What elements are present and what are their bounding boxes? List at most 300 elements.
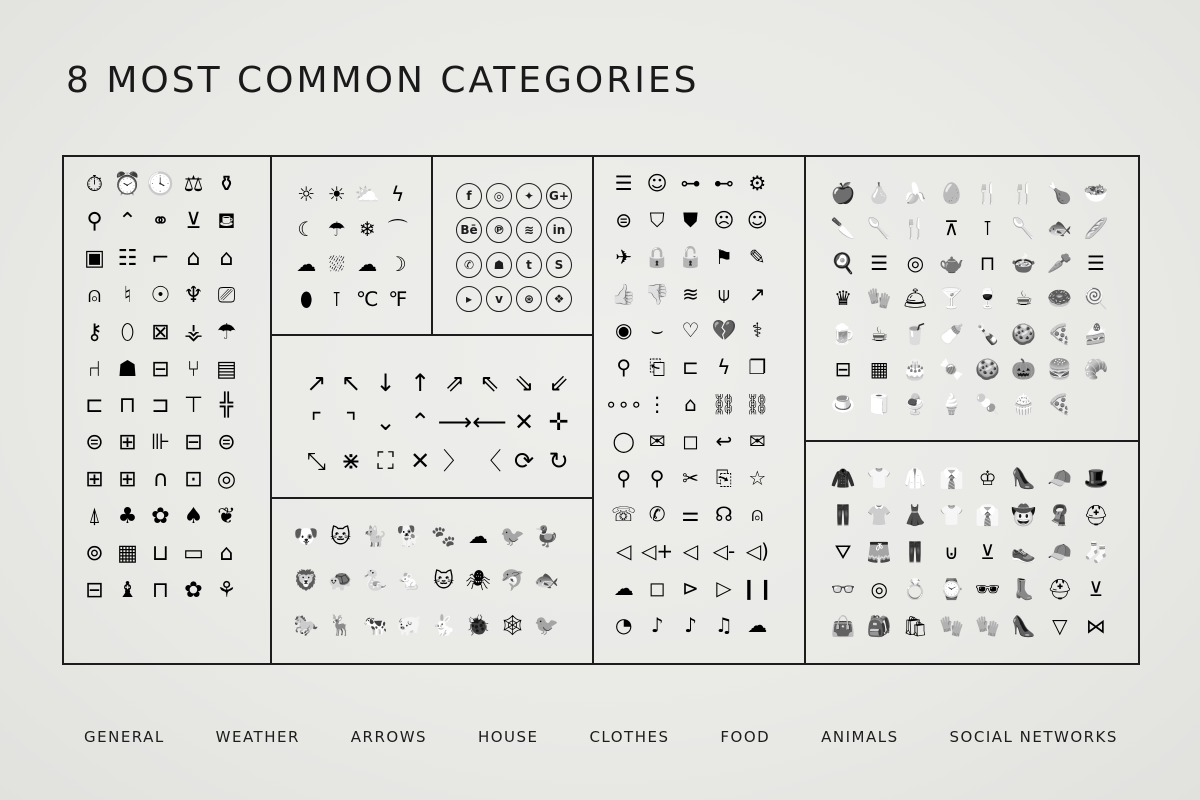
broken-heart-icon: 💔: [711, 318, 737, 343]
ladle-icon: 🥄: [1011, 215, 1037, 240]
bookmark-icon: ⚑: [714, 244, 733, 269]
sock-icon: 🧦: [1083, 539, 1109, 564]
music-note-icon: ♪: [650, 612, 664, 637]
rainbow-icon: ⌒: [387, 217, 408, 242]
google-plus-icon: G+: [546, 183, 572, 209]
eye-closed-icon: ⌣: [650, 318, 664, 343]
hoodie-icon: 🧥: [830, 465, 856, 490]
pizza-icon: 🍕: [1047, 321, 1073, 346]
sunglasses-icon: 🕶: [974, 577, 1001, 602]
celsius-icon: ℃: [356, 286, 379, 311]
arrows-inward-icon: ⋇: [340, 447, 361, 476]
polo-shirt-icon: 👔: [938, 465, 964, 490]
arrow-down-left-bold-icon: ⇙: [548, 368, 569, 397]
arrow-up-left-icon: ↖: [340, 368, 361, 397]
sunrise-icon: ☀: [327, 182, 346, 207]
corner-top-left-icon: ⌜: [310, 407, 322, 436]
bathtub-icon: ⛾: [217, 209, 236, 235]
refresh-icon: ⟳: [514, 447, 535, 476]
eye-icon: ◉: [614, 318, 633, 343]
coat-icon: 🥼: [902, 465, 928, 490]
sad-face-icon: ☹: [713, 208, 735, 233]
menu-stack-icon: ☰: [614, 171, 633, 196]
glove-icon: 🧤: [938, 614, 964, 639]
box-icon: ▣: [84, 246, 105, 272]
ladder-icon: ☷: [117, 246, 138, 272]
stop-icon: ◻: [648, 575, 666, 600]
wardrobe-icon: ⊏: [85, 393, 104, 419]
spider-web-icon: 🕸: [499, 612, 526, 637]
cowboy-hat-icon: 🤠: [1011, 502, 1037, 527]
hand-mirror-icon: ⚲: [86, 209, 103, 235]
pizza-slice-icon: 🍕: [1047, 392, 1073, 417]
bread-icon: 🥖: [1083, 215, 1109, 240]
stairs-icon: ⌐: [151, 246, 170, 272]
shorts-icon: 🩳: [866, 539, 892, 564]
mirror-icon: ⬯: [120, 319, 135, 345]
message-icon: ◻: [682, 428, 699, 453]
twitter-icon: ✦: [516, 183, 542, 209]
lock-icon: 🔒: [644, 244, 670, 269]
arrow-diagonal-out-icon: ⤡: [306, 447, 326, 476]
fork-icon: 🍴: [902, 215, 928, 240]
shirt-icon: 👕: [866, 465, 892, 490]
stool-icon: ⊓: [118, 393, 137, 419]
pillow-icon: ⊜: [85, 430, 104, 456]
snowflake-icon: ❄: [358, 217, 376, 242]
popsicle-icon: 🍡: [975, 392, 1001, 417]
picture-frame-icon: ▭: [183, 540, 204, 566]
category-house: HOUSE: [477, 728, 539, 746]
mail-icon: ✉: [748, 428, 766, 453]
dropbox-icon: ❖: [546, 286, 572, 312]
wifi-icon: ≋: [682, 281, 699, 306]
high-heel-icon: 👠: [1011, 465, 1037, 490]
birdcage-icon: ⌂: [186, 246, 201, 272]
pot-icon: 🍲: [1011, 251, 1037, 276]
clothes-panel: [805, 441, 1138, 663]
arrow-up-right-icon: ↗: [306, 368, 327, 397]
play-icon: ▷: [716, 575, 732, 600]
night-cloud-icon: ☽: [388, 251, 407, 276]
thumbs-down-icon: 👎: [644, 281, 670, 306]
partly-cloudy-icon: ⛅: [354, 182, 380, 207]
fish-icon: 🐟: [534, 568, 560, 593]
scale-icon: ⚖: [183, 172, 204, 198]
food-icon-grid: [825, 175, 1114, 422]
mitten-icon: 🧤: [975, 614, 1001, 639]
swirl-icon: ◎: [216, 467, 237, 493]
boot-icon: 👢: [1011, 577, 1037, 602]
ice-cream-cone-icon: 🍦: [938, 392, 964, 417]
unlock-icon: 🔓: [678, 244, 703, 269]
washing-machine-icon: ⊚: [85, 540, 104, 566]
blouse-icon: 👚: [866, 502, 892, 527]
lock-padlock-icon: ⊜: [615, 208, 633, 233]
sofa-icon: ⊟: [151, 356, 170, 382]
general-panel: [64, 157, 272, 663]
category-arrows: ARROWS: [350, 728, 428, 746]
more-vertical-icon: ⋮: [647, 391, 668, 416]
arrow-down-icon: ↓: [375, 368, 396, 397]
faucet-icon: ⚶: [184, 319, 203, 345]
glasses-icon: 👓: [830, 577, 856, 602]
leaf-icon: ❦: [217, 503, 236, 529]
collapse-x-icon: ✕: [514, 407, 535, 436]
thumbs-up-icon: 👍: [611, 281, 637, 306]
turtle-icon: 🐢: [328, 568, 354, 593]
skirt-icon: ⛛: [834, 539, 852, 564]
paper-plane-icon: ✈: [615, 244, 633, 269]
reply-icon: ↩: [715, 428, 733, 453]
apple-icon: 🍎: [830, 180, 856, 205]
microphone-icon: ⍝: [751, 502, 764, 527]
scissors-icon: ✂: [682, 465, 699, 490]
house-panel: [593, 157, 806, 663]
key-icon: ⚷: [86, 319, 103, 345]
cat-face-icon: 🐱: [433, 568, 455, 593]
thermometer-icon: ⊺: [331, 286, 342, 311]
spotify-icon: ≋: [516, 217, 542, 243]
moon-icon: ☾: [297, 217, 316, 242]
winter-hat-icon: ⛑: [1047, 577, 1073, 602]
floor-lamp-icon: ♆: [183, 282, 204, 308]
category-weather: WEATHER: [215, 728, 300, 746]
rotate-icon: ↻: [548, 447, 569, 476]
category-social-networks: SOCIAL NETWORKS: [949, 728, 1118, 746]
vase-icon: ⚱: [217, 172, 236, 198]
armchair-icon: ⑂: [186, 356, 201, 382]
chevron-right-icon: 〉: [442, 447, 467, 476]
cookie-icon: 🍪: [1011, 321, 1037, 346]
handbag-icon: 👜: [830, 614, 856, 639]
arrows-panel: [271, 335, 594, 499]
thought-bubble-icon: ☁: [613, 575, 634, 600]
cup-icon: ⊻: [185, 209, 202, 235]
chicken-leg-icon: 🍗: [1047, 180, 1073, 205]
category-general: GENERAL: [84, 728, 165, 746]
house-heart-icon: ⌂: [219, 246, 234, 272]
fireplace-icon: ⌂: [219, 540, 234, 566]
skype-icon: S: [546, 252, 572, 278]
oven-mitt-icon: 🧤: [866, 286, 892, 311]
clipboard-icon: ⎗: [649, 355, 666, 380]
fast-forward-icon: ⊳: [682, 575, 699, 600]
spray-bottle-icon: ⊔: [151, 540, 170, 566]
building-icon: ▦: [117, 540, 138, 566]
bowler-hat-icon: 🎩: [1083, 465, 1109, 490]
snapchat-icon: ☗: [486, 252, 512, 278]
volume-down-icon: ◁-: [712, 539, 736, 564]
banana-icon: 🍌: [902, 180, 928, 205]
close-x-icon: ✕: [410, 447, 431, 476]
pudding-icon: 🍮: [830, 392, 856, 417]
unlink-icon: ⛓: [744, 391, 770, 416]
link-icon: ⛓: [711, 391, 737, 416]
weather-panel: [271, 157, 433, 336]
phone-handset-icon: ✆: [648, 502, 666, 527]
headphones-icon: ☊: [715, 502, 733, 527]
scarf-icon: 🧣: [1047, 502, 1073, 527]
bra-icon: ⊍: [944, 539, 959, 564]
youtube-icon: ▸: [456, 286, 482, 312]
mug-icon: ☕: [1014, 286, 1033, 311]
curtains-icon: ⊓: [151, 577, 170, 603]
star-icon: ☆: [748, 465, 767, 490]
desk-lamp-icon: ♮: [123, 282, 132, 308]
cloud-upload-icon: ☁: [747, 612, 768, 637]
snake-icon: 🐍: [362, 568, 388, 593]
trash-bin-icon: ⊠: [151, 319, 170, 345]
shield-check-icon: ⛉: [649, 208, 665, 233]
donut-icon: 🍩: [1047, 286, 1073, 311]
general-icon-grid: [78, 167, 237, 609]
plates-icon: ☰: [870, 251, 889, 276]
jar-icon: ⊟: [834, 357, 852, 382]
shopping-bag-icon: 🛍: [902, 614, 928, 639]
tie-shirt-icon: 👔: [975, 502, 1001, 527]
spatula-icon: ⊼: [944, 215, 959, 240]
frying-pan-icon: 🍳: [830, 251, 856, 276]
cloche-icon: 🛎: [902, 286, 928, 311]
water-drop-icon: ⬮: [299, 286, 313, 311]
usb-icon: ⍦: [717, 281, 730, 306]
tree-icon: ♣: [117, 503, 138, 529]
necklace-icon: ◎: [870, 577, 888, 602]
volume-up-icon: ◁+: [641, 539, 674, 564]
music-note-alt-icon: ♪: [684, 612, 697, 637]
pear-icon: 🍐: [866, 180, 892, 205]
hanger-icon: ⌃: [118, 209, 137, 235]
expand-cross-icon: ✛: [548, 407, 569, 436]
light-bulb-icon: ☉: [150, 282, 171, 308]
rabbit-icon: 🐇: [431, 612, 457, 637]
tumblr-icon: t: [516, 252, 542, 278]
chevron-up-icon: ⌃: [410, 407, 431, 436]
cloudy-icon: ☁: [357, 251, 378, 276]
umbrella-icon: ☂: [327, 217, 346, 242]
pie-chart-icon: ◔: [614, 612, 633, 637]
underwear-icon: ⊻: [980, 539, 995, 564]
table-icon: ⊤: [183, 393, 204, 419]
arrow-up-left-bold-icon: ⇖: [479, 368, 500, 397]
toggle-off-icon: ⊷: [713, 171, 734, 196]
chair-icon: ⑁: [87, 356, 102, 382]
folder-icon: ⊏: [682, 355, 699, 380]
duck-icon: 🦆: [534, 524, 560, 549]
expand-corners-icon: ⛶: [377, 447, 394, 476]
birthday-cake-icon: 🎂: [902, 357, 928, 382]
flash-icon: ϟ: [717, 355, 731, 380]
bird-icon: 🐦: [499, 524, 525, 549]
potted-plant-icon: ⚘: [216, 577, 237, 603]
ring-icon: 💍: [902, 577, 928, 602]
trousers-icon: 👖: [830, 502, 856, 527]
watch-icon: ⌚: [938, 577, 964, 602]
chat-bubble-icon: ◯: [612, 428, 635, 453]
bed-top-icon: ⊟: [85, 577, 104, 603]
backpack-icon: 🎒: [866, 614, 892, 639]
copy-icon: ❐: [748, 355, 767, 380]
lollipop-icon: 🍭: [1083, 286, 1109, 311]
house-plant-icon: ✿: [184, 577, 203, 603]
teapot-icon: 🫖: [938, 251, 964, 276]
bottle-icon: 🍼: [938, 321, 964, 346]
animals-icon-grid: [289, 514, 564, 647]
category-animals: ANIMALS: [821, 728, 899, 746]
category-clothes: CLOTHES: [589, 728, 670, 746]
dresser-icon: ⊜: [217, 430, 236, 456]
social-icon-grid: [454, 179, 574, 316]
shower-icon: ☂: [216, 319, 237, 345]
pinterest-icon: ℗: [486, 217, 512, 243]
triangle-scarf-icon: ▽: [1052, 614, 1068, 639]
cloud-icon: ☁: [296, 251, 317, 276]
fish-icon: 🐟: [1047, 215, 1073, 240]
sneaker-icon: 👟: [1011, 539, 1037, 564]
whatsapp-icon: ✆: [456, 252, 482, 278]
arrow-left-icon: ⟵: [472, 407, 507, 436]
spoon-fork-icon: 🍴: [1011, 180, 1037, 205]
more-horizontal-icon: ∘∘∘: [604, 391, 643, 416]
sun-icon: ☼: [297, 182, 316, 207]
heart-icon: ♡: [681, 318, 700, 343]
bed-icon: ⊐: [151, 393, 170, 419]
bug-icon: 🐞: [465, 612, 491, 637]
alarm-clock-icon: ⏰: [113, 172, 142, 198]
soda-icon: 🥤: [902, 321, 928, 346]
cat-sitting-icon: 🐈: [362, 524, 388, 549]
home-icon: ⌂: [684, 391, 697, 416]
toothbrush-icon: ⚭: [151, 209, 170, 235]
plate-icon: ◎: [906, 251, 925, 276]
settings-gear-icon: ⚙: [748, 171, 767, 196]
books-icon: ⊪: [150, 430, 171, 456]
crown-icon: ♔: [978, 465, 997, 490]
beanie-icon: 🧢: [1047, 539, 1073, 564]
croissant-icon: 🥐: [1083, 357, 1109, 382]
pause-icon: ❙❙: [740, 575, 775, 600]
wine-glass-icon: 🍷: [975, 286, 1001, 311]
cocktail-icon: 🍸: [938, 286, 964, 311]
t-shirt-icon: 👕: [938, 502, 964, 527]
location-pin-icon: ⚲: [616, 465, 632, 490]
trend-up-icon: ↗: [748, 281, 766, 306]
arrow-right-icon: ⟶: [437, 407, 473, 436]
dog-icon: 🐶: [293, 524, 319, 549]
corner-top-right-icon: ⌝: [345, 407, 357, 436]
crow-icon: 🐦: [534, 612, 560, 637]
cow-icon: 🐄: [362, 612, 388, 637]
lightning-icon: ϟ: [391, 182, 405, 207]
clothes-icon-grid: [825, 459, 1114, 645]
open-mail-icon: ✉: [648, 428, 666, 453]
chocolate-bar-icon: ▦: [869, 357, 889, 382]
overalls-icon: 👖: [902, 539, 928, 564]
vimeo-icon: v: [486, 286, 512, 312]
volume-high-icon: ◁): [745, 539, 769, 564]
arrow-down-right-bold-icon: ⇘: [514, 368, 535, 397]
arrow-up-icon: ↑: [410, 368, 431, 397]
mute-icon: ◁: [615, 539, 632, 564]
shield-x-icon: ⛊: [682, 208, 698, 233]
macaron-icon: ☰: [1086, 251, 1105, 276]
category-food: FOOD: [720, 728, 771, 746]
toilet-roll-icon: 🧻: [866, 392, 892, 417]
social-panel: [432, 157, 594, 336]
icon-board: [62, 155, 1140, 665]
paperclip-icon: ⎘: [715, 465, 732, 490]
knife-icon: 🔪: [830, 215, 856, 240]
dog-sitting-icon: 🐕: [396, 524, 422, 549]
sliders-icon: ⚌: [681, 502, 700, 527]
cake-slice-icon: 🍰: [1083, 321, 1109, 346]
music-notes-icon: ♫: [714, 612, 733, 637]
pig-icon: 🐖: [396, 612, 422, 637]
fahrenheit-icon: ℉: [388, 286, 408, 311]
stopwatch-icon: ⏱: [85, 172, 104, 198]
lion-icon: 🦁: [293, 568, 319, 593]
burger-icon: 🍔: [1047, 357, 1073, 382]
category-labels: [62, 728, 1140, 750]
clock-icon: 🕓: [146, 172, 175, 198]
chevron-down-icon: ⌄: [375, 407, 396, 436]
tulip-icon: ♠: [183, 503, 204, 529]
wine-bottle-icon: 🍾: [975, 321, 1001, 346]
laptop-icon: ⎚: [217, 282, 236, 308]
facebook-icon: f: [456, 183, 482, 209]
pencil-icon: ✎: [748, 244, 766, 269]
beer-icon: 🍺: [830, 321, 856, 346]
salad-bowl-icon: 🥗: [1083, 180, 1109, 205]
smile-face-icon: ☺: [746, 208, 768, 233]
horse-icon: 🐎: [293, 612, 319, 637]
telephone-icon: ☏: [611, 502, 637, 527]
cap-back-icon: 🧢: [1047, 465, 1073, 490]
toggle-on-icon: ⊶: [680, 171, 701, 196]
window-icon: ⊞: [118, 467, 137, 493]
bow-tie-icon: ⋈: [1085, 614, 1106, 639]
carrot-icon: 🥕: [1047, 251, 1073, 276]
ceiling-lamp-icon: ⍝: [87, 282, 102, 308]
instagram-icon: ◎: [486, 183, 512, 209]
pine-tree-icon: ⍋: [87, 503, 102, 529]
paw-icon: 🐾: [431, 524, 457, 549]
dolphin-icon: 🐬: [499, 568, 525, 593]
pumpkin-icon: 🎃: [1011, 357, 1037, 382]
pump-shoe-icon: 👠: [1011, 614, 1037, 639]
egg-icon: 🥚: [938, 180, 964, 205]
spider-icon: 🕷: [465, 568, 491, 593]
mouse-icon: 🐁: [396, 568, 422, 593]
beret-icon: ⛑: [1083, 502, 1109, 527]
chevron-left-icon: 〈: [477, 447, 502, 476]
fork-knife-icon: 🍴: [975, 180, 1001, 205]
rain-cloud-icon: ⛆: [328, 251, 345, 276]
flower-icon: ✿: [151, 503, 170, 529]
grater-icon: ⊺: [982, 215, 993, 240]
cupcake-icon: 🧁: [1011, 392, 1037, 417]
open-book-icon: ⊞: [118, 430, 137, 456]
pin-icon: ⚲: [649, 465, 665, 490]
window-frame-icon: ╬: [219, 393, 234, 419]
weather-icon-grid: [291, 177, 413, 316]
food-panel: [805, 157, 1138, 442]
arrows-icon-grid: [299, 363, 576, 481]
magnifier-icon: ⚲: [616, 355, 632, 380]
broom-icon: ♝: [117, 577, 138, 603]
spoon-icon: 🥄: [866, 215, 892, 240]
